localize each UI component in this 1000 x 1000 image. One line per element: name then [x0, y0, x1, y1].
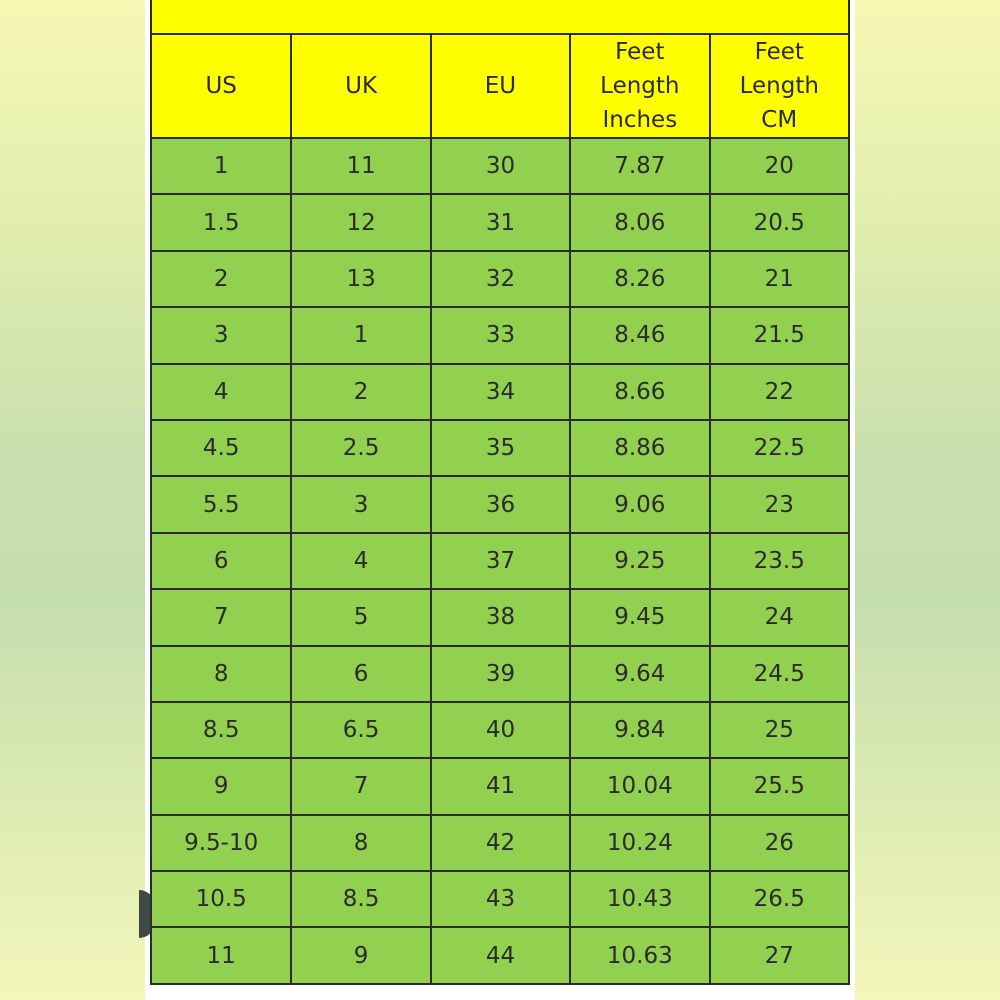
table-row: [151, 138, 849, 194]
cell-cm: 22.5: [710, 420, 849, 476]
table-header-row: [151, 34, 849, 138]
cell-cm: 24.5: [710, 646, 849, 702]
cell-inches: 10.63: [570, 927, 709, 984]
table-row: [151, 589, 849, 645]
table-row: [151, 251, 849, 307]
table-body: [151, 138, 849, 984]
cell-cm: 24: [710, 589, 849, 645]
cell-eu: 40: [431, 702, 570, 758]
cell-uk: 8: [291, 815, 430, 871]
size-chart-table: [150, 0, 850, 985]
cell-eu: 33: [431, 307, 570, 363]
cell-uk: 6.5: [291, 702, 430, 758]
cell-uk: 4: [291, 533, 430, 589]
header-eu: EU: [431, 34, 570, 138]
cell-us: 10.5: [151, 871, 291, 927]
cell-uk: 7: [291, 758, 430, 814]
cell-us: 1: [151, 138, 291, 194]
cell-us: 1.5: [151, 194, 291, 250]
table-row: [151, 420, 849, 476]
header-uk: UK: [291, 34, 430, 138]
cell-cm: 26.5: [710, 871, 849, 927]
cell-inches: 8.66: [570, 364, 709, 420]
cell-cm: 22: [710, 364, 849, 420]
table-row: [151, 815, 849, 871]
cell-cm: 20.5: [710, 194, 849, 250]
cell-inches: 8.06: [570, 194, 709, 250]
cell-cm: 23: [710, 476, 849, 532]
cell-cm: 25: [710, 702, 849, 758]
cell-cm: 23.5: [710, 533, 849, 589]
cell-us: 6: [151, 533, 291, 589]
cell-inches: 10.43: [570, 871, 709, 927]
cell-us: 9.5-10: [151, 815, 291, 871]
cell-us: 8: [151, 646, 291, 702]
cell-uk: 5: [291, 589, 430, 645]
header-us: US: [151, 34, 291, 138]
cell-uk: 9: [291, 927, 430, 984]
cell-uk: 12: [291, 194, 430, 250]
cell-eu: 35: [431, 420, 570, 476]
cell-us: 7: [151, 589, 291, 645]
cell-us: 8.5: [151, 702, 291, 758]
table-row: [151, 194, 849, 250]
cell-eu: 43: [431, 871, 570, 927]
cell-inches: 9.06: [570, 476, 709, 532]
table-row: [151, 646, 849, 702]
table-row: [151, 702, 849, 758]
cell-us: 5.5: [151, 476, 291, 532]
header-feet-length-inches: Feet Length Inches: [570, 34, 709, 138]
cell-eu: 42: [431, 815, 570, 871]
table-row: [151, 871, 849, 927]
cell-uk: 1: [291, 307, 430, 363]
cell-us: 3: [151, 307, 291, 363]
cell-us: 2: [151, 251, 291, 307]
cell-eu: 44: [431, 927, 570, 984]
table-row: [151, 758, 849, 814]
cell-eu: 41: [431, 758, 570, 814]
cell-uk: 8.5: [291, 871, 430, 927]
table-row: [151, 476, 849, 532]
cell-eu: 31: [431, 194, 570, 250]
cell-eu: 36: [431, 476, 570, 532]
cell-cm: 21.5: [710, 307, 849, 363]
cell-eu: 30: [431, 138, 570, 194]
table-title-row: [151, 0, 849, 34]
cell-cm: 26: [710, 815, 849, 871]
cell-uk: 2.5: [291, 420, 430, 476]
cell-eu: 39: [431, 646, 570, 702]
cell-eu: 38: [431, 589, 570, 645]
cell-us: 9: [151, 758, 291, 814]
table-row: [151, 927, 849, 984]
cell-inches: 8.46: [570, 307, 709, 363]
cell-eu: 34: [431, 364, 570, 420]
background-left: [0, 0, 145, 1000]
table-title-cell: [151, 0, 849, 34]
cell-uk: 3: [291, 476, 430, 532]
cell-us: 4.5: [151, 420, 291, 476]
cell-inches: 8.86: [570, 420, 709, 476]
background-right: [855, 0, 1000, 1000]
cell-eu: 37: [431, 533, 570, 589]
cell-inches: 9.25: [570, 533, 709, 589]
cell-eu: 32: [431, 251, 570, 307]
cell-cm: 20: [710, 138, 849, 194]
cell-uk: 13: [291, 251, 430, 307]
cell-uk: 6: [291, 646, 430, 702]
cell-inches: 8.26: [570, 251, 709, 307]
cell-cm: 21: [710, 251, 849, 307]
cell-inches: 10.04: [570, 758, 709, 814]
table-row: [151, 307, 849, 363]
cell-cm: 27: [710, 927, 849, 984]
table-row: [151, 364, 849, 420]
cell-inches: 10.24: [570, 815, 709, 871]
cell-inches: 9.64: [570, 646, 709, 702]
cell-cm: 25.5: [710, 758, 849, 814]
cell-inches: 7.87: [570, 138, 709, 194]
header-feet-length-cm: Feet Length CM: [710, 34, 849, 138]
cell-inches: 9.84: [570, 702, 709, 758]
cell-uk: 2: [291, 364, 430, 420]
cell-uk: 11: [291, 138, 430, 194]
cell-us: 11: [151, 927, 291, 984]
cell-us: 4: [151, 364, 291, 420]
cell-inches: 9.45: [570, 589, 709, 645]
table-row: [151, 533, 849, 589]
